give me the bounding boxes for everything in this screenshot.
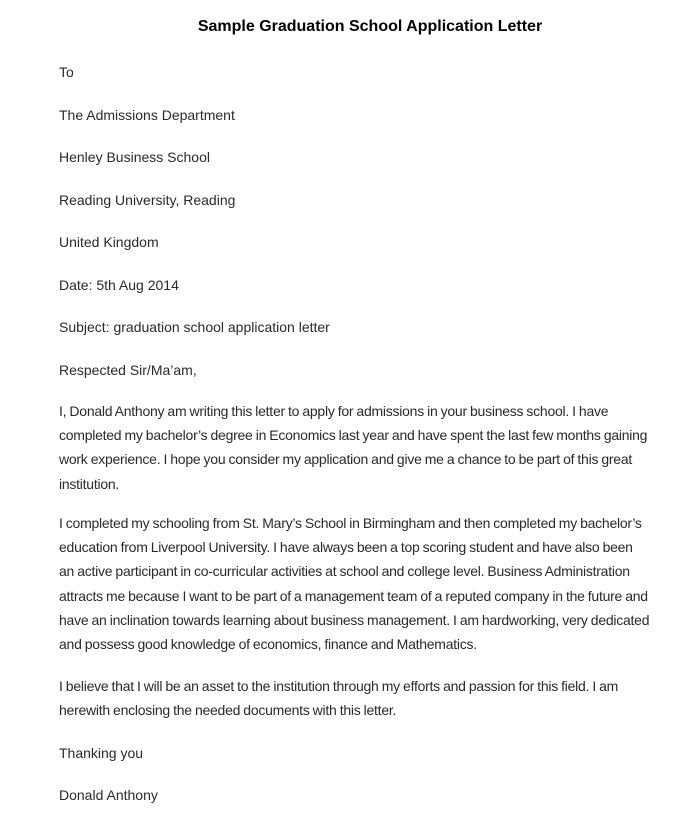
paragraph-line: work experience. I hope you consider my application and give me a chance to be part of this great: [59, 451, 632, 468]
letter-subject: Subject: graduation school application letter: [59, 319, 330, 335]
address-recipient: The Admissions Department: [59, 107, 235, 123]
paragraph-line: education from Liverpool University. I have always been a top scoring student and have also been: [59, 539, 633, 556]
address-to: To: [59, 64, 74, 80]
letter-salutation: Respected Sir/Ma’am,: [59, 362, 197, 378]
paragraph-line: an active participant in co-curricular activities at school and college level. Business Administration: [59, 563, 630, 580]
letter-date: Date: 5th Aug 2014: [59, 277, 179, 293]
paragraph-line: attracts me because I want to be part of a management team of a reputed company in the future and: [59, 587, 648, 604]
body-paragraph-2: [59, 511, 679, 656]
paragraph-line: and possess good knowledge of economics, finance and Mathematics.: [59, 636, 477, 653]
paragraph-line: I completed my schooling from St. Mary’s School in Birmingham and then completed my bachelor’s: [59, 515, 642, 531]
body-paragraph-3: [59, 674, 679, 722]
address-school: Henley Business School: [59, 149, 210, 165]
paragraph-line: have an inclination towards learning about business management. I am hardworking, very dedicated: [59, 611, 650, 628]
letter-closing: Thanking you: [59, 745, 144, 761]
letter-signature: Donald Anthony: [59, 787, 158, 803]
paragraph-line: herewith enclosing the needed documents with this letter.: [59, 702, 397, 719]
address-university: Reading University, Reading: [59, 192, 236, 208]
paragraph-line: I believe that I will be an asset to the institution through my efforts and passion for this field. I am: [59, 678, 619, 694]
document-title: Sample Graduation School Application Letter: [197, 18, 543, 35]
paragraph-line: institution.: [59, 475, 120, 492]
paragraph-line: I, Donald Anthony am writing this letter to apply for admissions in your business school. I have: [59, 403, 609, 419]
address-country: United Kingdom: [59, 234, 159, 250]
body-paragraph-1: [59, 399, 679, 496]
paragraph-line: completed my bachelor’s degree in Economics last year and have spent the last few months gaining: [59, 427, 648, 444]
